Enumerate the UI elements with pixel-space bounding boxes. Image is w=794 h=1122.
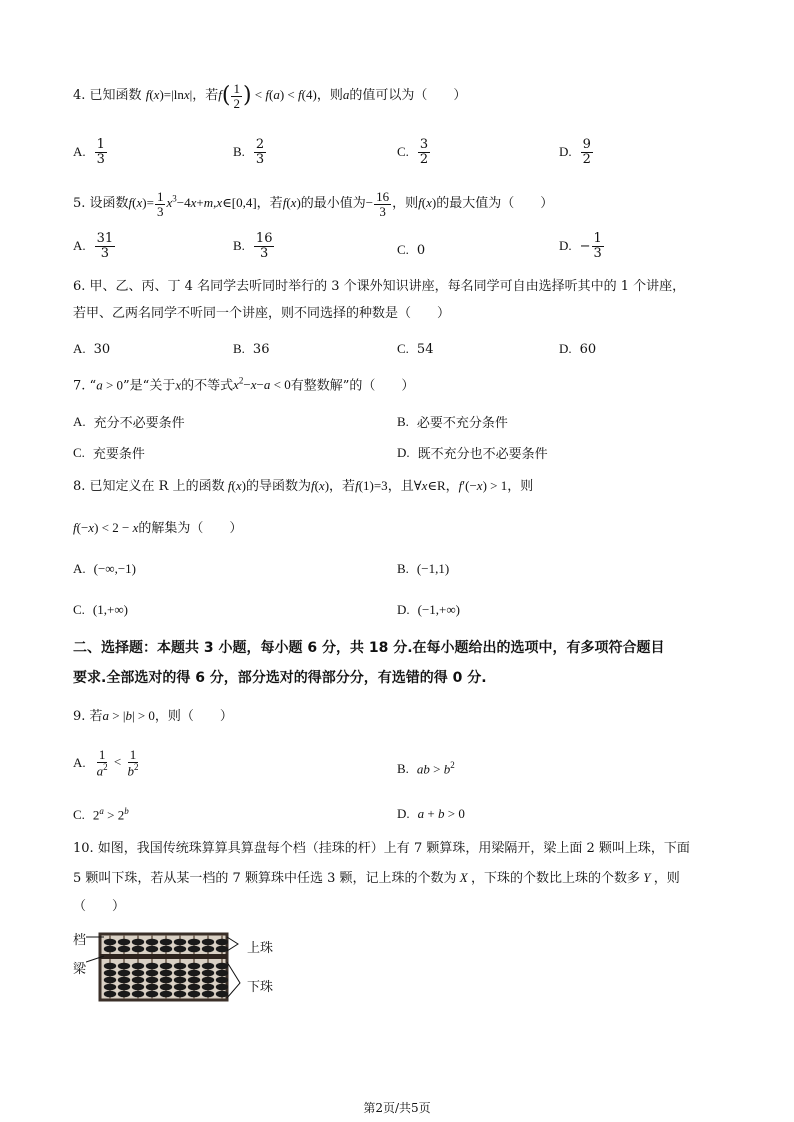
upper-bead	[174, 946, 186, 953]
q6-option-c[interactable]: C. 54	[397, 341, 434, 357]
lower-bead	[216, 991, 228, 998]
lower-bead	[160, 991, 172, 998]
lower-bead	[118, 963, 130, 970]
abacus-label-dang: 档	[73, 933, 87, 948]
upper-bead	[104, 939, 116, 946]
lower-bead	[118, 991, 130, 998]
lower-bead	[132, 991, 144, 998]
q4-option-c[interactable]: C. $\frac{3}{2}$	[397, 137, 429, 167]
upper-bead	[132, 939, 144, 946]
q5-option-b[interactable]: B. $\frac{16}{3}$	[233, 231, 273, 261]
bracket-shangzhu	[227, 937, 238, 951]
lower-bead	[146, 991, 158, 998]
lower-bead	[132, 963, 144, 970]
q4-suffix2: 的值可以为（ ）	[349, 88, 467, 104]
q6-option-b[interactable]: B. 36	[233, 341, 270, 357]
q9-stem: 9. 若a > |b| > 0，则（ ）	[73, 708, 233, 724]
q4-stem	[73, 82, 466, 110]
lower-bead	[104, 970, 116, 977]
lower-bead	[188, 977, 200, 984]
lower-bead	[202, 991, 214, 998]
upper-bead	[146, 939, 158, 946]
q4-option-b[interactable]: B. $\frac{2}{3}$	[233, 137, 265, 167]
abacus-label-liang: 梁	[73, 962, 87, 977]
q8-option-d[interactable]: D. (−1,+∞)	[397, 602, 460, 617]
q7-option-b[interactable]: B. 必要不充分条件	[397, 413, 508, 431]
q4-condition: f( $\frac{1}{2}$ ) < f(a) < f(4)	[218, 81, 317, 111]
q4-prefix: 4. 已知函数	[73, 88, 142, 104]
q6-option-d[interactable]: D. 60	[559, 341, 597, 357]
q6-stem-line2: 若甲、乙两名同学不听同一个讲座，则不同选择的种数是（ ）	[73, 306, 451, 321]
upper-bead	[146, 946, 158, 953]
lower-bead	[216, 984, 228, 991]
lower-bead	[104, 963, 116, 970]
upper-bead	[188, 939, 200, 946]
q4-option-d[interactable]: D. $\frac{9}{2}$	[559, 137, 591, 167]
q9-option-d[interactable]: D. a + b > 0	[397, 806, 465, 821]
bracket-xiazhu	[227, 962, 240, 998]
abacus-label-shangzhu: 上珠	[247, 941, 274, 956]
q4-function-def: f(x)=|lnx|	[145, 87, 193, 103]
lower-bead	[216, 970, 228, 977]
section2-heading-line1: 二、选择题：本题共 3 小题，每小题 6 分，共 18 分.在每小题给出的选项中，有多项符合题目	[73, 640, 665, 656]
section2-heading-line2: 要求.全部选对的得 6 分，部分选对的得部分分，有选错的得 0 分.	[73, 670, 487, 686]
lower-bead	[146, 984, 158, 991]
q10-stem-line2: 5 颗叫下珠，若从某一档的 7 颗算珠中任选 3 颗，记上珠的个数为 X ，下珠的个数比上珠的个数多 Y ，则	[73, 870, 680, 886]
lower-bead	[146, 963, 158, 970]
lower-bead	[188, 963, 200, 970]
q8-option-a[interactable]: A. (−∞,−1)	[73, 561, 136, 576]
q8-option-c[interactable]: C. (1,+∞)	[73, 602, 128, 617]
upper-bead	[160, 946, 172, 953]
q4-suffix: ，则	[316, 88, 343, 104]
lower-bead	[202, 963, 214, 970]
lower-bead	[188, 984, 200, 991]
lower-bead	[202, 970, 214, 977]
lower-bead	[104, 991, 116, 998]
lower-bead	[188, 991, 200, 998]
upper-bead	[118, 939, 130, 946]
q7-option-c[interactable]: C. 充要条件	[73, 444, 145, 462]
lower-bead	[216, 963, 228, 970]
q9-option-a[interactable]: A. $\frac{1}{a^2}$ < $\frac{1}{b^2}$	[73, 748, 141, 778]
abacus-label-xiazhu: 下珠	[247, 980, 274, 995]
q5-option-d[interactable]: D. − $\frac{1}{3}$	[559, 231, 602, 261]
q10-stem-line3: （ ）	[73, 899, 126, 914]
lower-bead	[104, 984, 116, 991]
upper-bead	[132, 946, 144, 953]
lower-bead	[118, 977, 130, 984]
abacus-beam	[100, 954, 227, 959]
upper-bead	[216, 939, 228, 946]
upper-bead	[202, 939, 214, 946]
lower-bead	[118, 984, 130, 991]
q9-option-d-expr: a + b > 0	[417, 806, 465, 821]
q9-option-c-expr: $2^a > 2^b$	[92, 806, 129, 823]
lower-bead	[174, 991, 186, 998]
q8-stem-line2: f(−x) < 2 − x的解集为（ ）	[73, 520, 243, 536]
upper-bead	[202, 946, 214, 953]
q4-mid: ，若	[192, 88, 219, 104]
q9-option-b-expr: ab > $b^2$	[416, 760, 455, 777]
q6-option-a[interactable]: A. 30	[73, 341, 111, 357]
q9-option-c[interactable]: C. $2^a > 2^b$	[73, 806, 129, 823]
page-footer: 第2页/共5页	[363, 1101, 431, 1115]
q9-option-b[interactable]: B. ab > $b^2$	[397, 760, 455, 777]
lower-bead	[202, 977, 214, 984]
lower-bead	[160, 963, 172, 970]
lower-bead	[174, 970, 186, 977]
lower-bead	[132, 977, 144, 984]
upper-bead	[188, 946, 200, 953]
q7-stem: 7. “a > 0”是“关于x的不等式$x^2-x-a < 0$有整数解”的（ ）	[73, 376, 415, 394]
upper-bead	[174, 939, 186, 946]
q9-option-a-expr: $\frac{1}{a^2}$ < $\frac{1}{b^2}$	[96, 747, 139, 778]
lower-bead	[146, 977, 158, 984]
upper-bead	[216, 946, 228, 953]
q4-var-a: a	[342, 87, 350, 103]
q6-stem-line1: 6. 甲、乙、丙、丁 4 名同学去听同时举行的 3 个课外知识讲座，每名同学可自由选择听其中的 1 个讲座，	[73, 279, 686, 294]
abacus-beads	[104, 939, 228, 998]
q5-option-c[interactable]: C. 0	[397, 242, 426, 258]
q10-stem-line1: 10. 如图，我国传统珠算算具算盘每个档（挂珠的杆）上有 7 颗算珠，用梁隔开，梁上面 2 颗叫上珠，下面	[73, 841, 690, 856]
lower-bead	[202, 984, 214, 991]
lower-bead	[132, 970, 144, 977]
lower-bead	[160, 984, 172, 991]
lower-bead	[104, 977, 116, 984]
q8-option-b[interactable]: B. (−1,1)	[397, 561, 450, 576]
lower-bead	[188, 970, 200, 977]
q8-stem-line1: 8. 已知定义在 R 上的函数 f(x)的导函数为f(x)，若f(1)=3，且∀x∈R，f′(−x) > 1，则	[73, 478, 534, 494]
q4-option-a[interactable]: A. $\frac{1}{3}$	[73, 137, 105, 167]
lower-bead	[174, 963, 186, 970]
lower-bead	[160, 977, 172, 984]
q7-option-d[interactable]: D. 既不充分也不必要条件	[397, 444, 548, 462]
lower-bead	[174, 984, 186, 991]
lower-bead	[118, 970, 130, 977]
upper-bead	[104, 946, 116, 953]
q5-function-def: f(x)= $\frac{1}{3}$ $x^3-4x+m,x\in[0,4]$	[128, 189, 257, 219]
upper-bead	[118, 946, 130, 953]
lower-bead	[174, 977, 186, 984]
abacus-figure	[86, 926, 251, 1002]
q5-stem: 5. 设函数f(x)= $\frac{1}{3}$ $x^3-4x+m,x\in[0,4]$，若f(x)的最小值为− $\frac{16}{3}$ ，则f(x)的最大值为（ ）	[73, 189, 554, 219]
lower-bead	[146, 970, 158, 977]
lower-bead	[132, 984, 144, 991]
q5-option-a[interactable]: A. $\frac{31}{3}$	[73, 231, 114, 261]
q7-option-a[interactable]: A. 充分不必要条件	[73, 413, 185, 431]
upper-bead	[160, 939, 172, 946]
lower-bead	[160, 970, 172, 977]
lower-bead	[216, 977, 228, 984]
